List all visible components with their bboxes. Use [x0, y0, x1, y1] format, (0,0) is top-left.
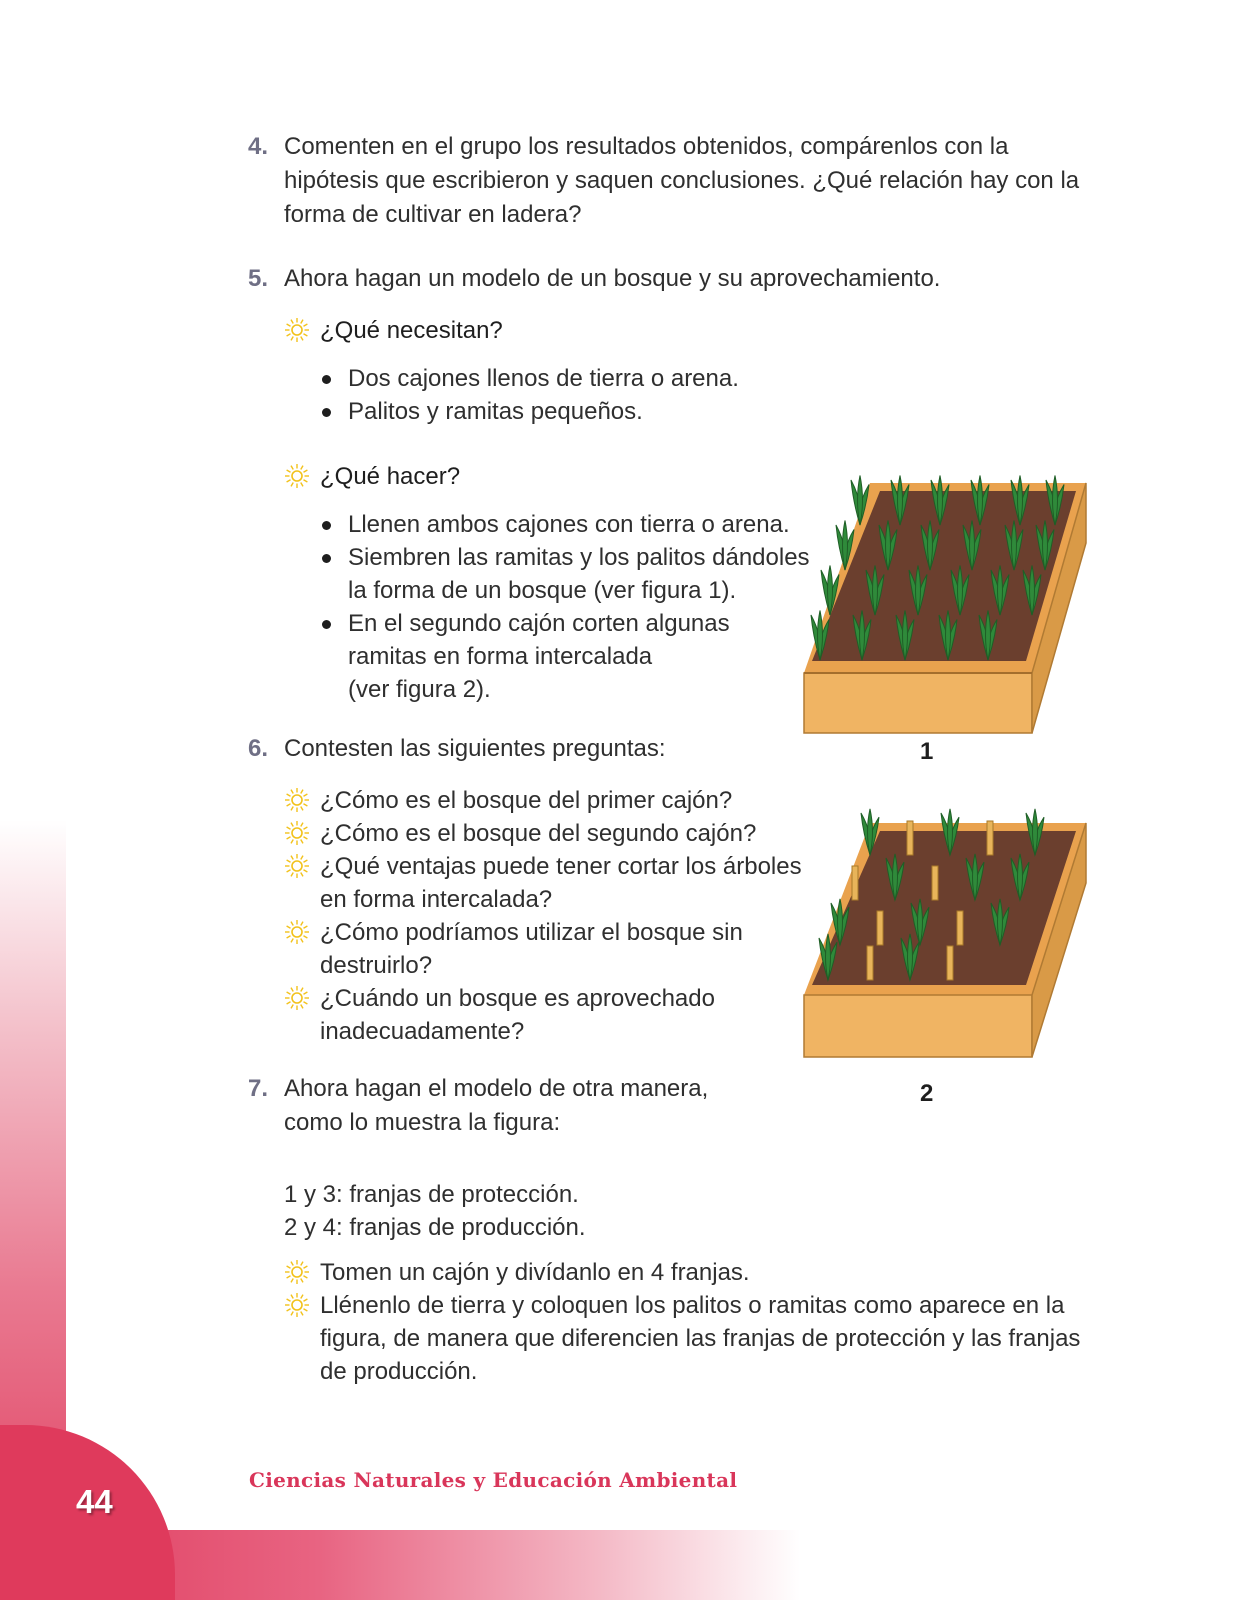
sun-icon [284, 820, 310, 846]
do-heading: ¿Qué hacer? [320, 463, 461, 490]
question-line: ¿Cómo podríamos utilizar el bosque sin [320, 919, 743, 946]
figure-2-cut-forest-box [800, 795, 1100, 1065]
step-7-line: Ahora hagan el modelo de otra manera, [284, 1075, 709, 1102]
figure-1-forest-box [800, 455, 1100, 735]
step-7-line: como lo muestra la figura: [284, 1109, 561, 1136]
legend-line: 1 y 3: franjas de protección. [284, 1181, 579, 1208]
list-item-line: ramitas en forma intercalada [348, 643, 653, 670]
figure-1-label: 1 [920, 738, 934, 765]
sun-icon [284, 317, 310, 343]
step-number: 7. [248, 1075, 269, 1102]
list-item: Dos cajones llenos de tierra o arena. [318, 362, 739, 395]
step-number: 5. [248, 265, 269, 292]
question-line: ¿Cuándo un bosque es aprovechado [320, 985, 715, 1012]
list-item [318, 607, 810, 706]
figure-2-label: 2 [920, 1080, 934, 1107]
sun-icon [284, 919, 310, 945]
question-line: ¿Cómo es el bosque del segundo cajón? [320, 820, 757, 847]
list-item-line: (ver figura 2). [348, 676, 491, 703]
question-line: destruirlo? [320, 952, 433, 979]
list-item: Palitos y ramitas pequeños. [318, 395, 739, 428]
list-item [318, 508, 810, 541]
instruction-line: de producción. [320, 1358, 478, 1385]
instruction-line: Tomen un cajón y divídanlo en 4 franjas. [320, 1259, 750, 1286]
needs-list [318, 362, 739, 428]
sun-icon [284, 787, 310, 813]
instruction-line: Llénenlo de tierra y coloquen los palitos o ramitas como aparece en la [320, 1292, 1065, 1319]
instruction-line: figura, de manera que diferencien las franjas de protección y las franjas [320, 1325, 1081, 1352]
question-line: en forma intercalada? [320, 886, 553, 913]
question-line: inadecuadamente? [320, 1018, 525, 1045]
sun-icon [284, 1259, 310, 1285]
list-item-line: Siembren las ramitas y los palitos dándoles [348, 544, 810, 571]
sun-icon [284, 1292, 310, 1318]
legend-line: 2 y 4: franjas de producción. [284, 1214, 586, 1241]
step-6-text: Contesten las siguientes preguntas: [284, 735, 666, 762]
step-4-line: hipótesis que escribieron y saquen conclusiones. ¿Qué relación hay con la [284, 167, 1080, 194]
list-item [318, 541, 810, 607]
question-line: ¿Qué ventajas puede tener cortar los árboles [320, 853, 802, 880]
step-4-line: forma de cultivar en ladera? [284, 201, 582, 228]
question-line: ¿Cómo es el bosque del primer cajón? [320, 787, 733, 814]
step-number: 6. [248, 735, 269, 762]
step-4-line: Comenten en el grupo los resultados obtenidos, compárenlos con la [284, 133, 1009, 160]
do-list [318, 508, 810, 706]
list-item-line: la forma de un bosque (ver figura 1). [348, 577, 737, 604]
page-number: 44 [76, 1483, 113, 1520]
step-number: 4. [248, 133, 269, 160]
needs-heading: ¿Qué necesitan? [320, 317, 503, 344]
strip-legend [284, 1178, 586, 1244]
list-item-line: Llenen ambos cajones con tierra o arena. [348, 511, 790, 538]
footer-title: Ciencias Naturales y Educación Ambiental [249, 1468, 738, 1492]
step-5-text: Ahora hagan un modelo de un bosque y su aprovechamiento. [284, 265, 941, 292]
sun-icon [284, 985, 310, 1011]
list-item-line: En el segundo cajón corten algunas [348, 610, 730, 637]
sun-icon [284, 463, 310, 489]
sun-icon [284, 853, 310, 879]
